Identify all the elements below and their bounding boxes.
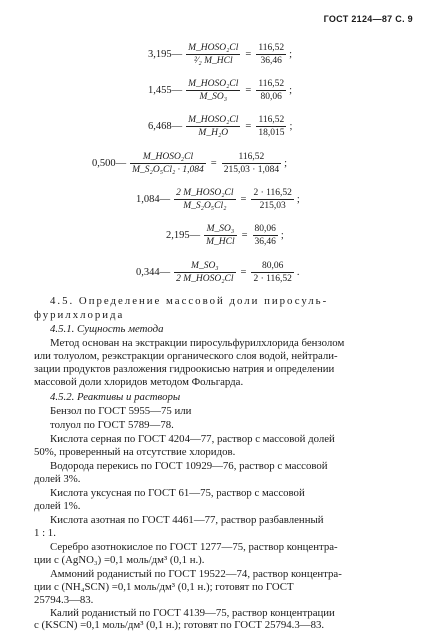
fraction-denominator: M_S₂O₅Cl₂ · 1,084 xyxy=(132,165,204,175)
section-heading-continuation: фурилхлорида xyxy=(34,309,125,321)
formula-row xyxy=(92,151,287,176)
paragraph-line: Кислота уксусная по ГОСТ 61—75, раствор с массовой xyxy=(50,487,305,499)
section-heading: 4.5. Определение массовой доли пиросуль- xyxy=(50,295,329,307)
formula-symbolic-fraction xyxy=(174,187,235,212)
paragraph-line: 50%, проверенный на отсутствие хлоридов. xyxy=(34,446,236,458)
fraction-denominator xyxy=(192,55,235,67)
formula-row xyxy=(136,260,300,285)
formula-row xyxy=(148,78,292,103)
paragraph-line: толуол по ГОСТ 5789—78. xyxy=(50,419,174,431)
formula-numeric-fraction xyxy=(256,114,286,139)
formula-coefficient: 1,084— xyxy=(136,194,171,205)
formula-terminator: ; xyxy=(296,194,300,205)
paragraph-line: Серебро азотнокислое по ГОСТ 1277—75, раствор концентра- xyxy=(50,541,338,553)
paragraph-line: массовой доли хлоридов методом Фольгарда. xyxy=(34,376,244,388)
subsection-heading: 4.5.1. Сущность метода xyxy=(50,323,164,335)
paragraph-line: 25794.3—83. xyxy=(34,594,94,606)
paragraph-line: Кислота серная по ГОСТ 4204—77, раствор с массовой долей xyxy=(50,433,335,445)
fraction-denominator: 80,06 xyxy=(260,92,282,102)
equals-sign: = xyxy=(240,194,247,205)
paragraph-line: Метод основан на экстракции пиросульфурилхлорида бензолом xyxy=(50,337,345,349)
equals-sign: = xyxy=(241,230,248,241)
formula-coefficient: 0,500— xyxy=(92,158,127,169)
formula-coefficient: 3,195— xyxy=(148,49,183,60)
equals-sign: = xyxy=(210,158,217,169)
formula-numeric-fraction xyxy=(256,78,286,103)
fraction-numerator: 116,52 xyxy=(238,152,265,162)
formula-terminator: . xyxy=(296,267,300,278)
formula-symbolic-fraction xyxy=(130,151,206,176)
paragraph-line: Водорода перекись по ГОСТ 10929—76, раствор с массовой xyxy=(50,460,328,472)
fraction-numerator: M_HOSO₂Cl xyxy=(188,115,239,125)
paragraph-line: 1 : 1. xyxy=(34,527,56,539)
paragraph-line: Кислота азотная по ГОСТ 4461—77, раствор разбавленный xyxy=(50,514,324,526)
fraction-denominator: 2 · 116,52 xyxy=(253,274,292,284)
formula-numeric-fraction xyxy=(256,42,286,67)
formula-numeric-fraction xyxy=(222,151,281,176)
fraction-numerator: 116,52 xyxy=(258,43,285,53)
formula-terminator: ; xyxy=(284,158,288,169)
fraction-denominator: 2 M_HOSO₂Cl xyxy=(176,274,234,284)
formula-coefficient: 2,195— xyxy=(166,230,201,241)
fraction-denominator: M_SO₃ xyxy=(199,92,228,102)
formula-symbolic-fraction xyxy=(186,78,240,103)
equals-sign: = xyxy=(245,49,252,60)
paragraph-line: долей 1%. xyxy=(34,500,81,512)
fraction-numerator: 80,06 xyxy=(261,261,284,271)
formula-row xyxy=(148,42,292,67)
fraction-numerator: 2 · 116,52 xyxy=(253,188,292,198)
formula-symbolic-fraction xyxy=(186,114,240,139)
fraction-denominator: 215,03 · 1,084 xyxy=(223,165,280,175)
fraction-numerator: M_SO₃ xyxy=(191,261,219,271)
fraction-denominator: 18,015 xyxy=(258,128,285,138)
paragraph-line: Калий роданистый по ГОСТ 4139—75, раствор концентрации xyxy=(50,607,335,619)
equals-sign: = xyxy=(240,267,247,278)
formula-row xyxy=(148,114,292,139)
fraction-denominator: 36,46 xyxy=(260,56,282,66)
formula-coefficient: 0,344— xyxy=(136,267,171,278)
formula-coefficient: 6,468— xyxy=(148,121,183,132)
denominator-text: M_HCl xyxy=(204,56,233,66)
equals-sign: = xyxy=(245,85,252,96)
subsection-heading: 4.5.2. Реактивы и растворы xyxy=(50,391,181,403)
formula-row xyxy=(166,223,284,248)
formula-symbolic-fraction xyxy=(186,42,240,67)
fraction-numerator: 2 M_HOSO₂Cl xyxy=(176,188,234,198)
fraction-denominator: M_H₂O xyxy=(198,128,229,138)
formula-symbolic-fraction xyxy=(174,260,235,285)
paragraph-line: c (KSCN) =0,1 моль/дм³ (0,1 н.); готовят по ГОСТ 25794.3—83. xyxy=(34,619,325,631)
formula-terminator: ; xyxy=(280,230,284,241)
formula-terminator: ; xyxy=(289,121,293,132)
fraction-numerator: M_HOSO₂Cl xyxy=(142,152,194,162)
fraction-numerator: M_HOSO₂Cl xyxy=(188,43,239,53)
formula-terminator: ; xyxy=(289,49,293,60)
fraction-denominator: M_S₂O₅Cl₂ xyxy=(183,201,227,211)
fraction-numerator: 116,52 xyxy=(258,115,285,125)
formula-coefficient: 1,455— xyxy=(148,85,183,96)
fraction-denominator: 36,46 xyxy=(254,237,276,247)
formula-numeric-fraction xyxy=(251,187,293,212)
formula-numeric-fraction xyxy=(253,223,278,248)
page-header: ГОСТ 2124—87 С. 9 xyxy=(323,14,413,24)
denominator-prefix: ²⁄₂ xyxy=(193,56,202,66)
fraction-numerator: 80,06 xyxy=(254,224,276,234)
fraction-numerator: M_SO₃ xyxy=(206,224,235,234)
formula-symbolic-fraction xyxy=(204,223,237,248)
fraction-denominator: 215,03 xyxy=(259,201,286,211)
paragraph-line: зации продуктов разложения гидроокисью натрия и определении xyxy=(34,363,335,375)
paragraph-line: долей 3%. xyxy=(34,473,81,485)
paragraph-line: или толуолом, реэкстракции органического слоя водой, нейтрали- xyxy=(34,350,338,362)
formula-row xyxy=(136,187,300,212)
fraction-numerator: M_HOSO₂Cl xyxy=(188,79,239,89)
formula-terminator: ; xyxy=(289,85,293,96)
fraction-numerator: 116,52 xyxy=(258,79,285,89)
equals-sign: = xyxy=(245,121,252,132)
paragraph-line: ции c (AgNO₃) =0,1 моль/дм³ (0,1 н.). xyxy=(34,554,205,566)
formula-numeric-fraction xyxy=(251,260,293,285)
paragraph-line: ции c (NH₄SCN) =0,1 моль/дм³ (0,1 н.); готовят по ГОСТ xyxy=(34,581,294,593)
fraction-denominator: M_HCl xyxy=(206,237,235,247)
paragraph-line: Аммоний роданистый по ГОСТ 19522—74, раствор концентра- xyxy=(50,568,342,580)
paragraph-line: Бензол по ГОСТ 5955—75 или xyxy=(50,405,192,417)
